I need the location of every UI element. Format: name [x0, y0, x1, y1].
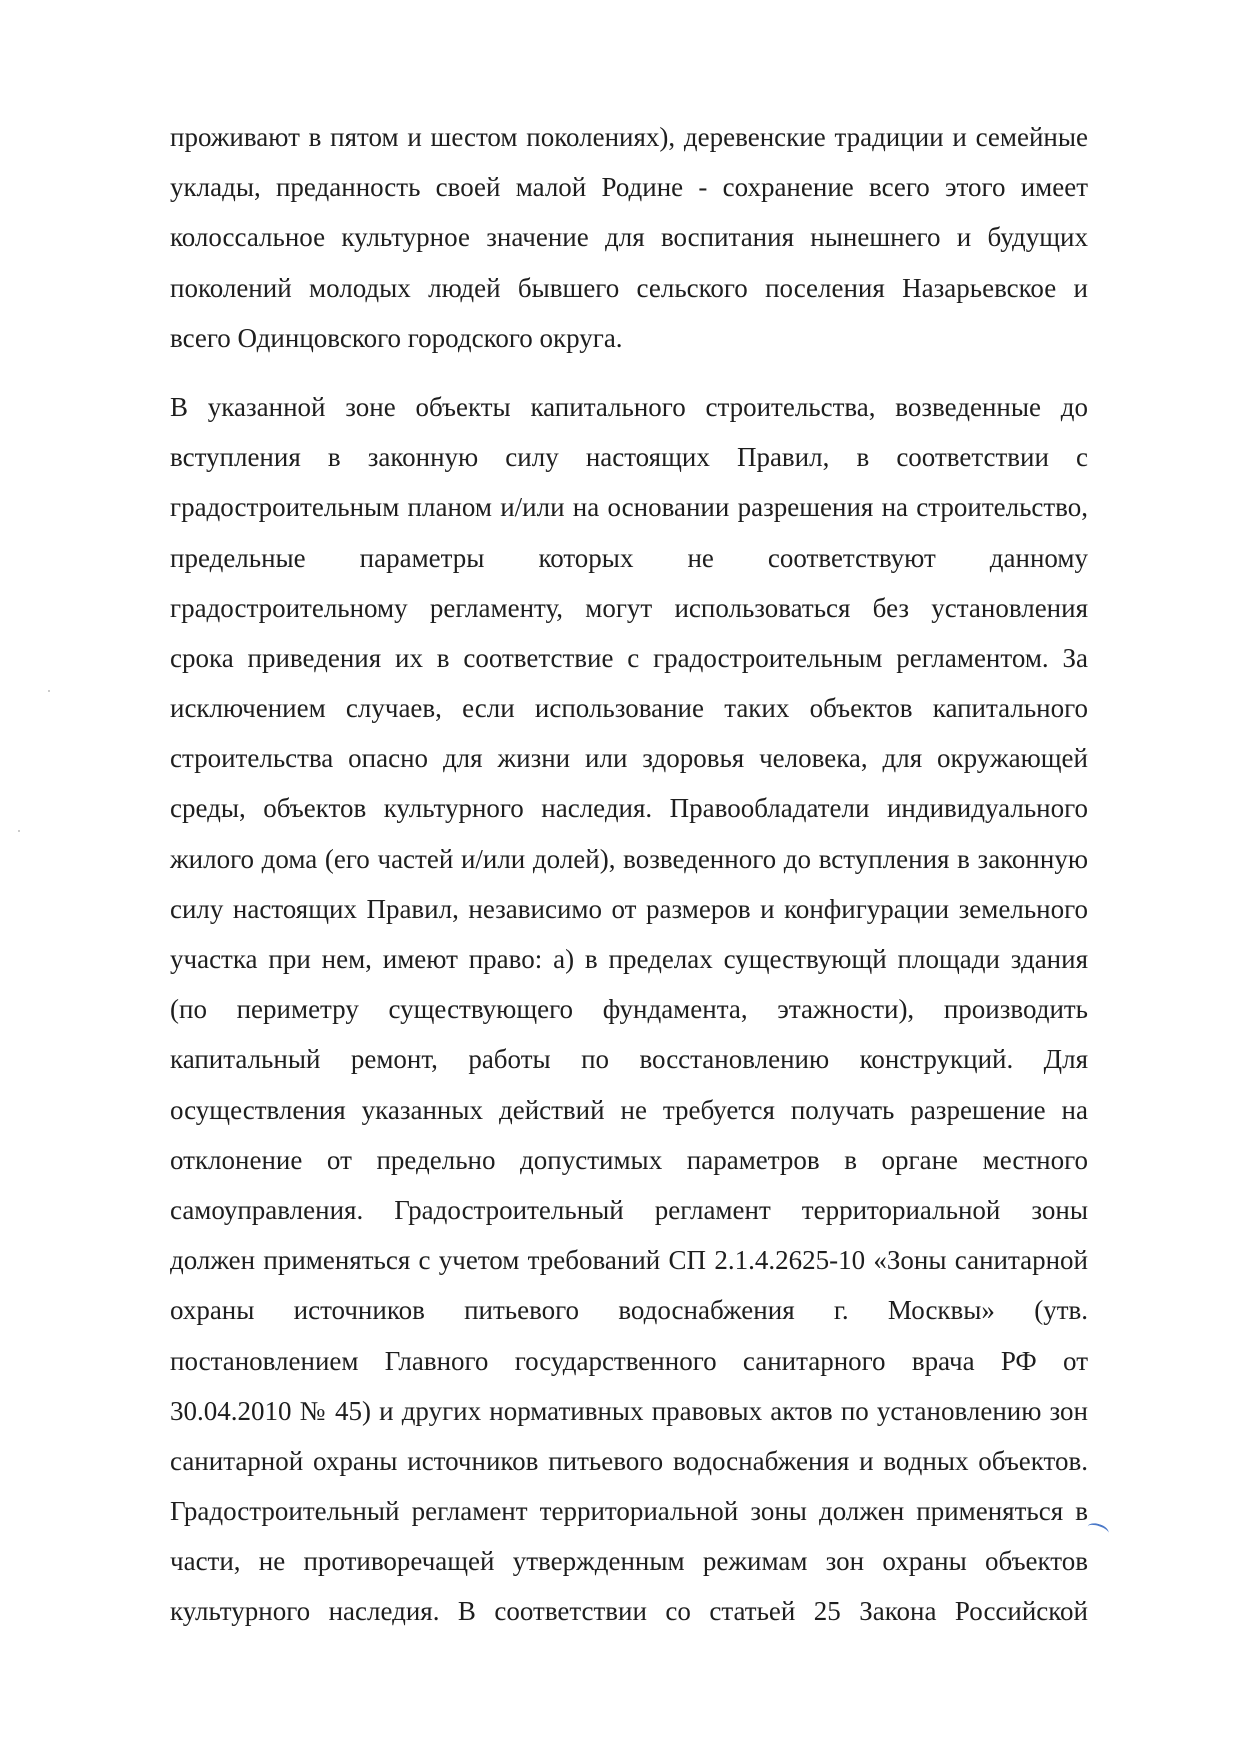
scan-speck [48, 690, 50, 692]
text-line: культурного наследия. В соответствии со статьей 25 Закона Российской [170, 1596, 1088, 1627]
text-line: исключением случаев, если использование таких объектов капитального [170, 693, 1088, 724]
text-line: строительства опасно для жизни или здоровья человека, для окружающей [170, 743, 1088, 774]
text-line: колоссальное культурное значение для воспитания нынешнего и будущих [170, 222, 1088, 253]
pen-mark [1086, 1521, 1111, 1539]
text-line: должен применяться с учетом требований СП 2.1.4.2625-10 «Зоны санитарной [170, 1245, 1088, 1276]
text-line: градостроительному регламенту, могут использоваться без установления [170, 592, 1088, 623]
text-line: постановлением Главного государственного санитарного врача РФ от [170, 1345, 1088, 1376]
text-line: капитальный ремонт, работы по восстановлению конструкций. Для [170, 1044, 1088, 1075]
scan-speck [18, 830, 20, 832]
text-line: части, не противоречащей утвержденным режимам зон охраны объектов [170, 1546, 1088, 1577]
text-line: градостроительным планом и/или на основании разрешения на строительство, [170, 492, 1088, 523]
text-line: Градостроительный регламент территориальной зоны должен применяться в [170, 1496, 1088, 1527]
text-line: жилого дома (его частей и/или долей), возведенного до вступления в законную [170, 843, 1088, 874]
text-line: 30.04.2010 № 45) и других нормативных правовых актов по установлению зон [170, 1395, 1088, 1426]
text-line: В указанной зоне объекты капитального строительства, возведенные до [170, 391, 1088, 422]
paragraph-1 [170, 112, 1088, 363]
text-line: срока приведения их в соответствие с градостроительным регламентом. За [170, 642, 1088, 673]
text-line: (по периметру существующего фундамента, этажности), производить [170, 994, 1088, 1025]
paragraph-2 [170, 382, 1088, 1637]
text-line: осуществления указанных действий не требуется получать разрешение на [170, 1094, 1088, 1125]
text-line: охраны источников питьевого водоснабжения г. Москвы» (утв. [170, 1295, 1088, 1326]
text-line: всего Одинцовского городского округа. [170, 322, 623, 353]
paragraph-spacer [170, 363, 1088, 382]
text-line: уклады, преданность своей малой Родине - сохранение всего этого имеет [170, 172, 1088, 203]
text-line: отклонение от предельно допустимых параметров в органе местного [170, 1144, 1088, 1175]
text-line: самоуправления. Градостроительный регламент территориальной зоны [170, 1194, 1088, 1225]
document-page [170, 112, 1088, 1637]
text-line: участка при нем, имеют право: а) в пределах существующй площади здания [170, 944, 1088, 974]
text-line: проживают в пятом и шестом поколениях), деревенские традиции и семейные [170, 122, 1088, 152]
text-line: среды, объектов культурного наследия. Правообладатели индивидуального [170, 793, 1088, 824]
text-line: силу настоящих Правил, независимо от размеров и конфигурации земельного [170, 893, 1088, 924]
text-line: вступления в законную силу настоящих Правил, в соответствии с [170, 442, 1088, 473]
text-line: предельные параметры которых не соответствуют данному [170, 542, 1088, 573]
text-line: поколений молодых людей бывшего сельского поселения Назарьевское и [170, 272, 1088, 303]
text-line: санитарной охраны источников питьевого водоснабжения и водных объектов. [170, 1445, 1088, 1476]
